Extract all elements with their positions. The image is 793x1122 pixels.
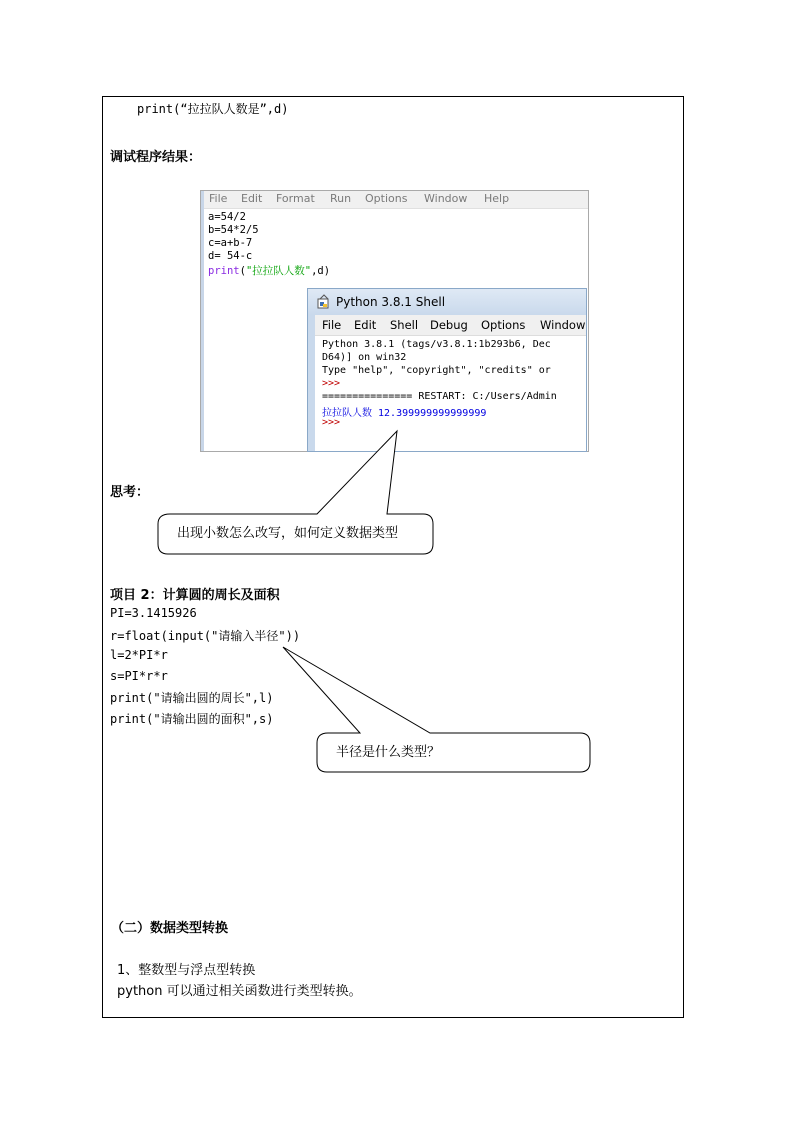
print-keyword: print	[208, 265, 240, 277]
menu-edit[interactable]: Edit	[241, 192, 263, 205]
project2-code-line: print("请输出圆的面积",s)	[110, 712, 274, 726]
menu-run[interactable]: Run	[330, 192, 352, 205]
project2-heading: 项目 2：计算圆的周长及面积	[110, 588, 280, 603]
shell-prompt: >>>	[322, 378, 341, 389]
code-line: c=a+b-7	[208, 237, 253, 249]
callout-text-2: 半径是什么类型？	[336, 745, 441, 760]
shell-output: 拉拉队人数 12.399999999999999	[322, 408, 487, 419]
paragraph: python 可以通过相关函数进行类型转换。	[117, 984, 362, 999]
section2-heading: （二）数据类型转换	[111, 921, 229, 936]
shell-menu-debug[interactable]: Debug	[430, 318, 468, 332]
print-args: ,d)	[311, 265, 331, 277]
menu-format[interactable]: Format	[276, 192, 315, 205]
subsection1-heading: 1、整数型与浮点型转换	[117, 963, 256, 978]
menu-file[interactable]: File	[209, 192, 228, 205]
project2-code-line: PI=3.1415926	[110, 606, 197, 620]
shell-menu-options[interactable]: Options	[481, 318, 526, 332]
code-line: b=54*2/5	[208, 224, 259, 236]
print-string: "拉拉队人数"	[245, 265, 312, 277]
print-line: print(“拉拉队人数是”,d)	[137, 102, 289, 116]
debug-heading: 调试程序结果：	[110, 150, 202, 165]
print-open-paren: (	[239, 265, 246, 277]
think-heading: 思考：	[110, 485, 150, 500]
shell-line: Python 3.8.1 (tags/v3.8.1:1b293b6, Dec	[322, 339, 551, 350]
code-line: a=54/2	[208, 211, 246, 223]
shell-prompt-2[interactable]: >>>	[322, 417, 341, 428]
project2-code-line: l=2*PI*r	[110, 648, 168, 662]
project2-code-line: print("请输出圆的周长",l)	[110, 691, 274, 705]
menu-help[interactable]: Help	[484, 192, 510, 205]
shell-line: D64)] on win32	[322, 352, 407, 363]
shell-menu-edit[interactable]: Edit	[354, 318, 377, 332]
project2-code-line: r=float(input("请输入半径"))	[110, 629, 301, 643]
project2-code-line: s=PI*r*r	[110, 669, 168, 683]
callout-text-1: 出现小数怎么改写，如何定义数据类型	[177, 526, 399, 541]
code-line: d= 54-c	[208, 250, 253, 262]
shell-menu-window[interactable]: Window	[540, 318, 586, 332]
shell-menu-shell[interactable]: Shell	[390, 318, 419, 332]
shell-menu-file[interactable]: File	[322, 318, 342, 332]
shell-title: Python 3.8.1 Shell	[336, 295, 446, 309]
shell-restart-line: =============== RESTART: C:/Users/Admin	[322, 391, 557, 402]
menu-window[interactable]: Window	[424, 192, 468, 205]
shell-line: Type "help", "copyright", "credits" or	[322, 365, 551, 376]
menu-options[interactable]: Options	[365, 192, 408, 205]
